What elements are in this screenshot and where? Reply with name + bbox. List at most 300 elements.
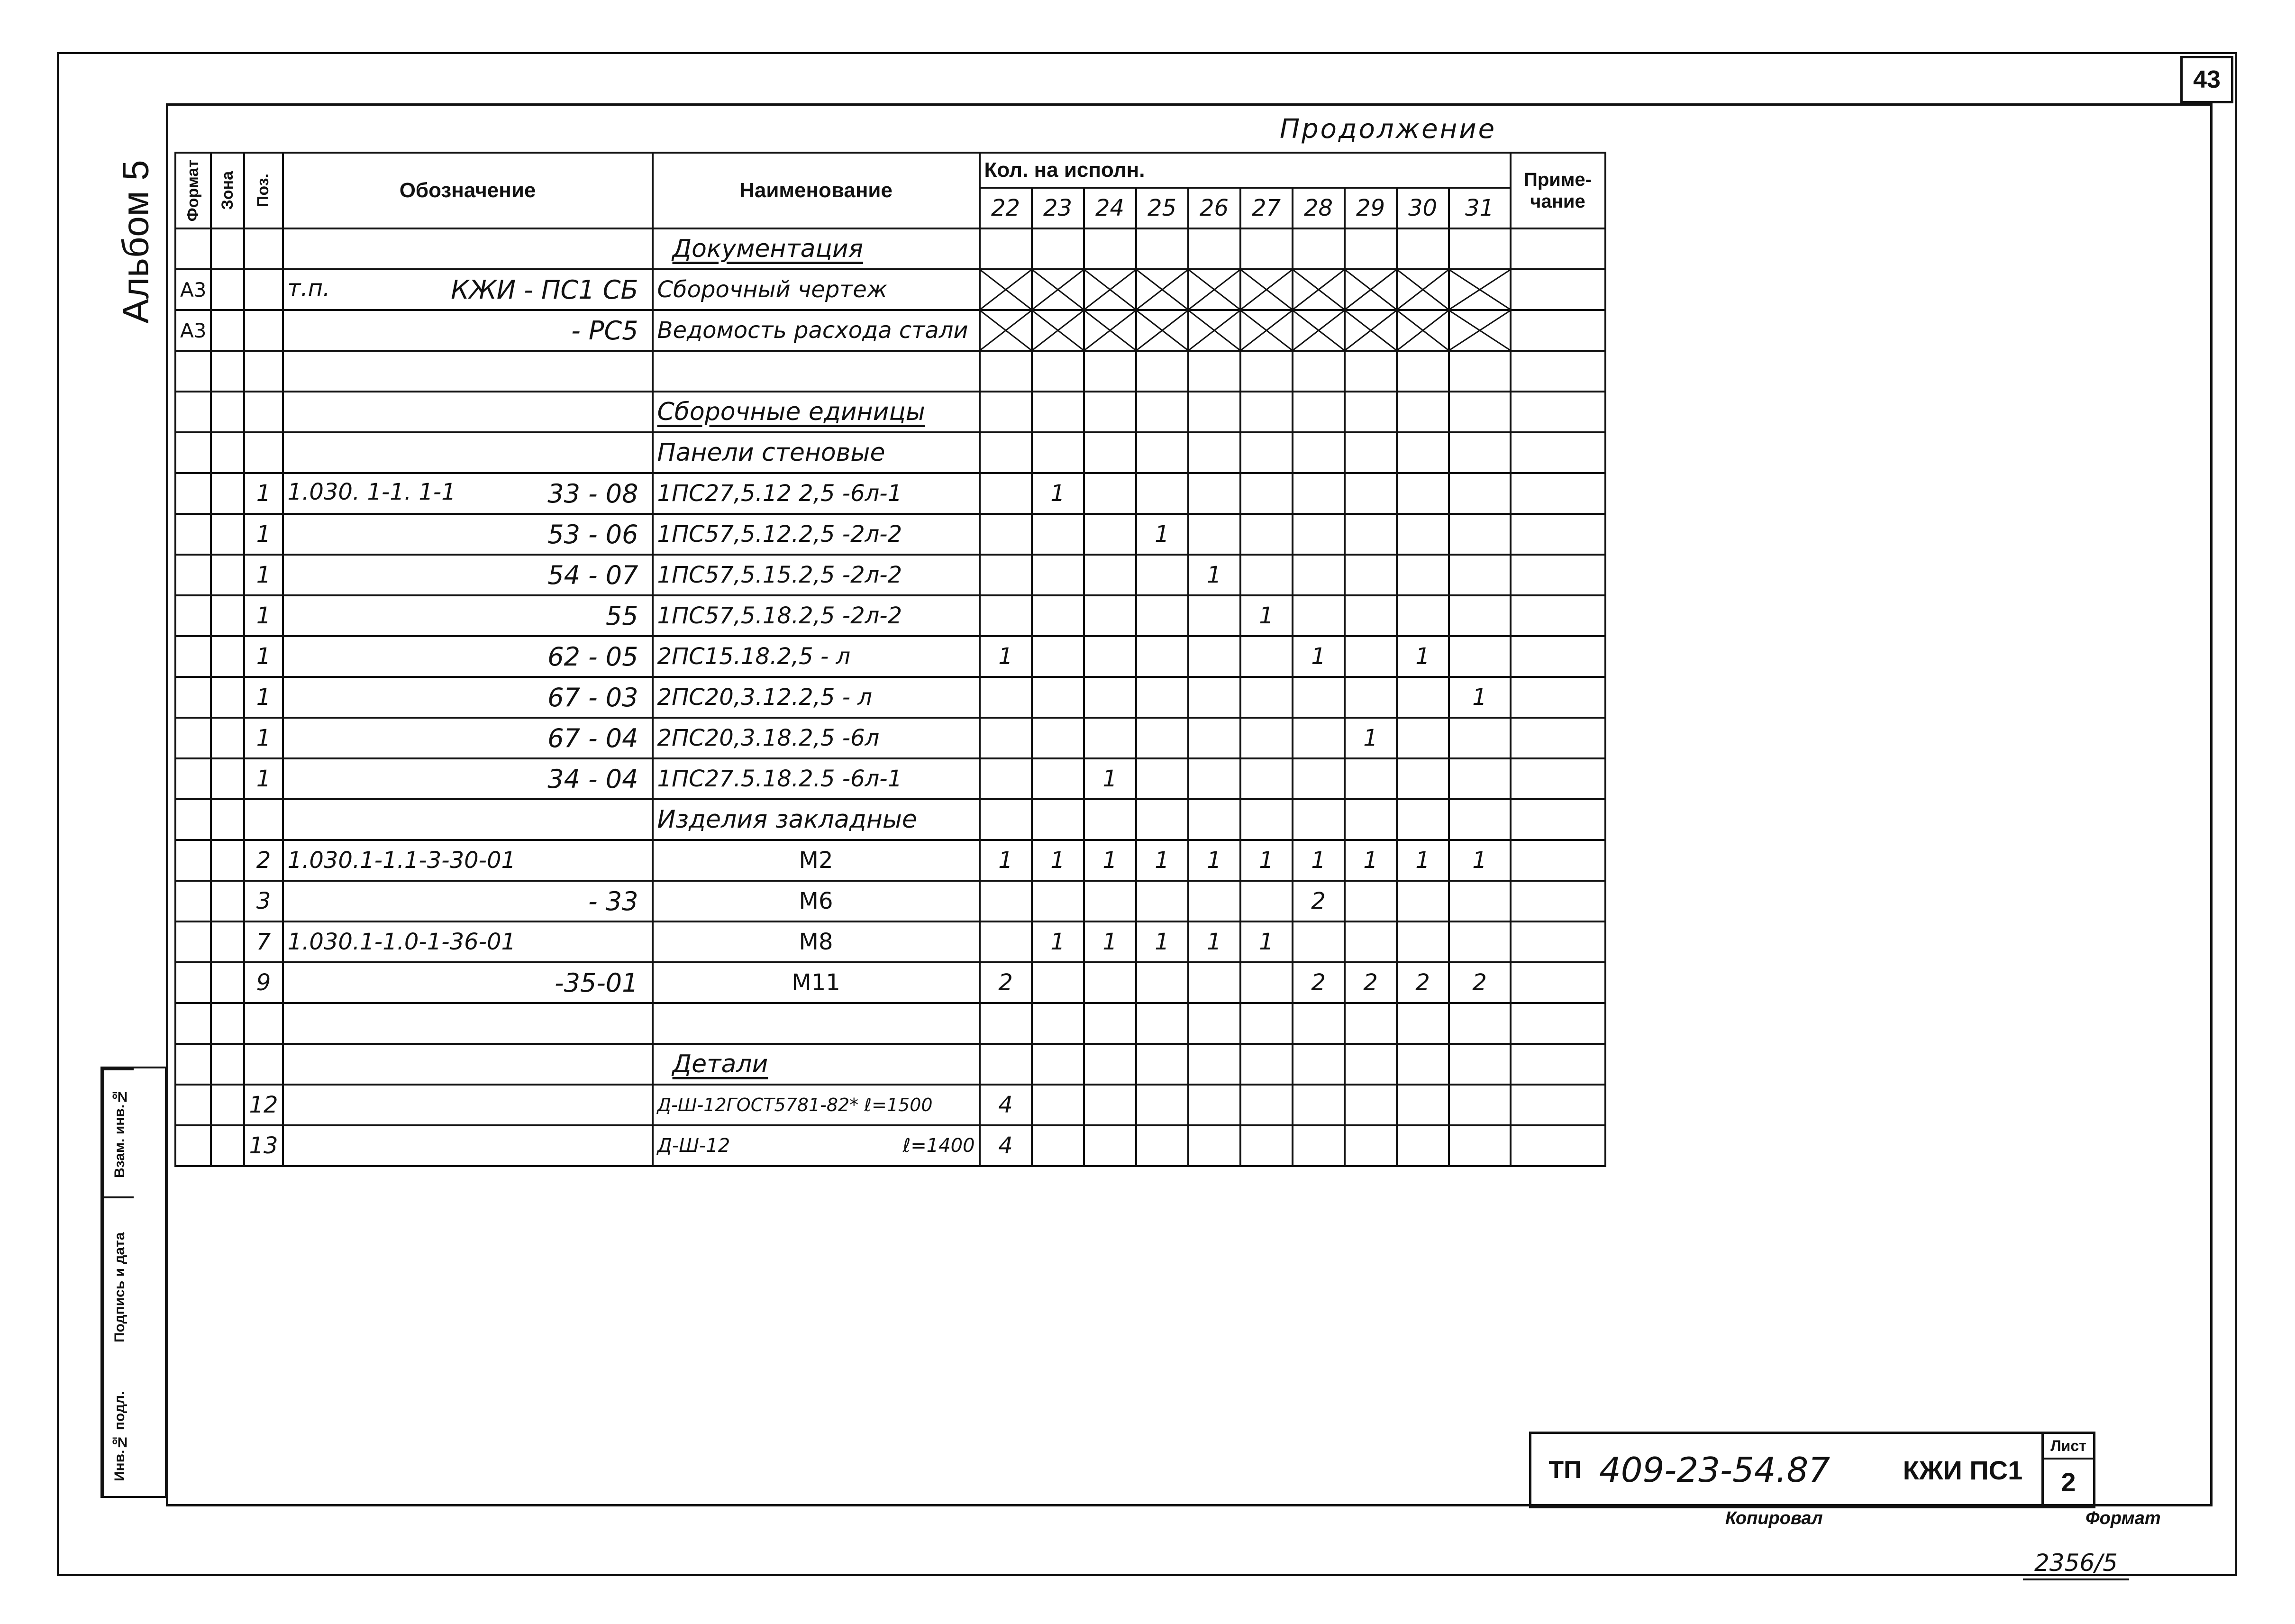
designation-prefix: 1.030. 1-1. 1-1 [287,478,456,505]
qty-cell-24 [1084,1125,1136,1166]
crossed-cell-28 [1293,269,1345,310]
zone-cell [211,310,244,351]
name-text: 1ПС27,5.12 2,5 -6л-1 [657,480,902,507]
qty-cell-27: 1 [1240,595,1293,636]
cross-mark [1137,270,1187,309]
qty-cell-29 [1345,473,1397,514]
qty-cell-25 [1136,595,1188,636]
qty-cell-30 [1397,718,1449,758]
qty-cell-24 [1084,1085,1136,1125]
corner-number-box [2180,56,2233,103]
qty-cell-26 [1188,1085,1240,1125]
pos-cell: 1 [244,677,282,718]
table-row [175,351,1605,392]
designation-cell [283,351,653,392]
qty-cell-26 [1188,758,1240,799]
strip-inv-orig: Инв.№ подл. [102,1377,134,1496]
qty-cell-22 [980,432,1032,473]
qty-cell-25 [1136,432,1188,473]
designation-cell [283,473,653,514]
qty-cell-31: 1 [1449,840,1511,881]
qty-cell-26 [1188,432,1240,473]
qty-cell-22 [980,1003,1032,1044]
qty-cell-22 [980,228,1032,269]
qty-cell-30 [1397,555,1449,595]
qty-cell-23 [1032,392,1084,432]
qty-cell-24 [1084,677,1136,718]
qty-cell-29 [1345,228,1397,269]
format-cell [175,758,211,799]
qty-cell-24 [1084,473,1136,514]
designation-cell [283,1044,653,1085]
format-cell [175,473,211,514]
designation-cell [283,555,653,595]
title-sheet-label: Лист [2044,1434,2093,1460]
note-cell [1511,595,1605,636]
qty-cell-25: 1 [1136,921,1188,962]
table-row [175,228,1605,269]
qty-cell-29: 1 [1345,718,1397,758]
note-cell [1511,473,1605,514]
qty-cell-22 [980,881,1032,921]
qty-cell-25 [1136,1003,1188,1044]
format-cell: А3 [175,269,211,310]
note-cell [1511,1125,1605,1166]
qty-cell-24 [1084,962,1136,1003]
format-cell [175,432,211,473]
table-row [175,718,1605,758]
note-cell [1511,269,1605,310]
qty-cell-26: 1 [1188,555,1240,595]
qty-cell-25 [1136,799,1188,840]
zone-cell [211,432,244,473]
qty-cell-23 [1032,351,1084,392]
qty-cell-30 [1397,677,1449,718]
qty-cell-31: 1 [1449,677,1511,718]
qty-cell-31 [1449,1003,1511,1044]
qty-cell-24 [1084,228,1136,269]
designation-cell [283,962,653,1003]
name-cell [653,718,980,758]
qty-cell-25 [1136,228,1188,269]
qty-cell-29: 2 [1345,962,1397,1003]
format-cell [175,1085,211,1125]
name-cell [653,269,980,310]
qty-cell-28 [1293,1085,1345,1125]
qty-cell-26 [1188,1044,1240,1085]
qty-cell-24 [1084,392,1136,432]
table-row [175,636,1605,677]
name-text: 2ПС15.18.2,5 - л [657,643,851,670]
note-cell [1511,881,1605,921]
strip-replaced-inv: Взам. инв.№ [102,1068,134,1196]
name-cell [653,228,980,269]
qty-cell-27 [1240,881,1293,921]
cross-mark [1085,270,1135,309]
qty-cell-30 [1397,881,1449,921]
name-text: 1ПС57,5.18.2,5 -2л-2 [657,602,902,629]
crossed-cell-29 [1345,269,1397,310]
qty-cell-24 [1084,351,1136,392]
note-cell [1511,1044,1605,1085]
qty-cell-26 [1188,351,1240,392]
cross-mark [1450,311,1510,350]
name-cell [653,595,980,636]
qty-cell-31 [1449,392,1511,432]
qty-cell-26 [1188,718,1240,758]
qty-cell-26 [1188,799,1240,840]
qty-cell-28 [1293,432,1345,473]
cross-mark [1189,270,1239,309]
header-zone: Зона [211,153,244,228]
table-row [175,677,1605,718]
qty-cell-22: 4 [980,1085,1032,1125]
note-cell [1511,310,1605,351]
format-cell [175,677,211,718]
qty-cell-29 [1345,555,1397,595]
qty-cell-28 [1293,677,1345,718]
qty-cell-31 [1449,595,1511,636]
name-text: 2ПС20,3.12.2,5 - л [657,684,872,711]
header-format: Формат [175,153,211,228]
note-cell [1511,840,1605,881]
name-cell [653,351,980,392]
qty-cell-27 [1240,962,1293,1003]
name-text: Детали [672,1050,768,1078]
qty-cell-22 [980,595,1032,636]
qty-cell-27 [1240,636,1293,677]
format-cell [175,636,211,677]
qty-cell-31 [1449,799,1511,840]
name-cell [653,636,980,677]
cross-mark [1085,311,1135,350]
qty-cell-24 [1084,881,1136,921]
table-row [175,799,1605,840]
qty-cell-28 [1293,555,1345,595]
continuation-label: Продолжение [1280,114,1497,145]
pos-cell: 1 [244,473,282,514]
qty-cell-30 [1397,799,1449,840]
format-cell [175,595,211,636]
format-cell [175,962,211,1003]
pos-cell: 7 [244,921,282,962]
qty-cell-27 [1240,758,1293,799]
name-cell [653,1085,980,1125]
pos-cell [244,228,282,269]
qty-cell-25 [1136,677,1188,718]
qty-cell-31 [1449,473,1511,514]
note-cell [1511,921,1605,962]
pos-cell: 1 [244,718,282,758]
qty-cell-31: 2 [1449,962,1511,1003]
zone-cell [211,351,244,392]
qty-cell-26 [1188,881,1240,921]
designation-cell [283,432,653,473]
qty-cell-28 [1293,392,1345,432]
qty-cell-25 [1136,1085,1188,1125]
qty-cell-29 [1345,636,1397,677]
designation-cell [283,1085,653,1125]
left-stamp-strip [100,1067,167,1498]
qty-cell-24 [1084,1044,1136,1085]
qty-cell-23 [1032,555,1084,595]
qty-cell-25 [1136,1125,1188,1166]
qty-cell-25: 1 [1136,840,1188,881]
qty-cell-30 [1397,758,1449,799]
qty-cell-29 [1345,1085,1397,1125]
qty-cell-23 [1032,1085,1084,1125]
qty-cell-26 [1188,514,1240,555]
variant-29: 29 [1345,188,1397,228]
cross-mark [1346,270,1396,309]
qty-cell-30 [1397,1044,1449,1085]
qty-cell-30 [1397,473,1449,514]
qty-cell-28: 1 [1293,840,1345,881]
name-cell [653,921,980,962]
qty-cell-25 [1136,758,1188,799]
format-cell [175,718,211,758]
qty-cell-28: 1 [1293,636,1345,677]
designation-prefix: т.п. [287,274,330,301]
qty-cell-27 [1240,432,1293,473]
name-cell [653,962,980,1003]
qty-cell-31 [1449,1044,1511,1085]
qty-cell-24 [1084,555,1136,595]
pos-cell [244,432,282,473]
designation-suffix: КЖИ - ПС1 СБ [451,274,638,305]
qty-cell-30 [1397,595,1449,636]
qty-cell-28 [1293,1125,1345,1166]
designation-prefix: 1.030.1-1.1-3-30-01 [287,847,516,874]
format-cell [175,799,211,840]
qty-cell-25 [1136,962,1188,1003]
zone-cell [211,1003,244,1044]
qty-cell-29 [1345,351,1397,392]
qty-cell-22 [980,555,1032,595]
crossed-cell-29 [1345,310,1397,351]
qty-cell-27 [1240,514,1293,555]
qty-cell-26 [1188,473,1240,514]
designation-cell [283,228,653,269]
pos-cell: 3 [244,881,282,921]
name-cell [653,881,980,921]
zone-cell [211,1085,244,1125]
crossed-cell-22 [980,310,1032,351]
name-text: Изделия закладные [657,805,917,834]
qty-cell-28 [1293,514,1345,555]
format-cell [175,1125,211,1166]
cross-mark [1241,270,1292,309]
qty-cell-30: 1 [1397,636,1449,677]
designation-suffix: 33 - 08 [547,478,638,509]
table-row [175,1003,1605,1044]
designation-suffix: - РС5 [571,315,638,346]
pos-cell [244,351,282,392]
table-row [175,758,1605,799]
header-row-1 [175,153,1605,188]
qty-cell-26 [1188,595,1240,636]
qty-cell-27 [1240,228,1293,269]
designation-suffix: - 33 [588,886,638,916]
qty-cell-27 [1240,351,1293,392]
qty-cell-29: 1 [1345,840,1397,881]
note-cell [1511,392,1605,432]
name-cell [653,840,980,881]
pos-cell: 9 [244,962,282,1003]
qty-cell-22: 1 [980,840,1032,881]
qty-cell-22 [980,799,1032,840]
title-sheet-number: 2 [2061,1467,2076,1497]
note-cell [1511,1003,1605,1044]
qty-cell-28 [1293,228,1345,269]
pos-cell: 12 [244,1085,282,1125]
qty-cell-23 [1032,636,1084,677]
designation-cell [283,758,653,799]
crossed-cell-24 [1084,269,1136,310]
qty-cell-24 [1084,718,1136,758]
qty-cell-22 [980,473,1032,514]
qty-cell-25 [1136,881,1188,921]
designation-cell [283,1125,653,1166]
qty-cell-30 [1397,1085,1449,1125]
zone-cell [211,718,244,758]
qty-cell-24: 1 [1084,921,1136,962]
name-cell [653,758,980,799]
qty-cell-29 [1345,799,1397,840]
zone-cell [211,881,244,921]
designation-suffix: 34 - 04 [547,764,638,794]
qty-cell-30 [1397,1003,1449,1044]
qty-cell-23 [1032,432,1084,473]
designation-cell [283,1003,653,1044]
name-cell [653,392,980,432]
qty-cell-29 [1345,921,1397,962]
qty-cell-23 [1032,1125,1084,1166]
table-row [175,595,1605,636]
note-cell [1511,228,1605,269]
table-row [175,555,1605,595]
corner-number: 43 [2193,66,2221,93]
qty-cell-27 [1240,473,1293,514]
name-text: Сборочный чертеж [657,276,888,303]
qty-cell-29 [1345,758,1397,799]
length-part: ℓ=1400 [902,1135,975,1157]
note-cell [1511,1085,1605,1125]
crossed-cell-31 [1449,310,1511,351]
zone-cell [211,921,244,962]
qty-cell-30 [1397,514,1449,555]
zone-cell [211,758,244,799]
qty-cell-27 [1240,718,1293,758]
qty-cell-26: 1 [1188,921,1240,962]
qty-cell-30 [1397,392,1449,432]
qty-cell-26 [1188,1003,1240,1044]
table-row [175,310,1605,351]
qty-cell-30 [1397,228,1449,269]
designation-cell [283,677,653,718]
pos-cell [244,392,282,432]
qty-cell-29 [1345,392,1397,432]
title-tp: ТП [1530,1433,1599,1507]
cross-mark [1033,311,1083,350]
zone-cell [211,555,244,595]
crossed-cell-23 [1032,310,1084,351]
qty-cell-28 [1293,921,1345,962]
qty-cell-29 [1345,1003,1397,1044]
variant-25: 25 [1136,188,1188,228]
zone-cell [211,840,244,881]
qty-cell-22: 1 [980,636,1032,677]
designation-cell [283,514,653,555]
qty-cell-24 [1084,595,1136,636]
qty-cell-24 [1084,799,1136,840]
qty-cell-28 [1293,758,1345,799]
qty-cell-31 [1449,1125,1511,1166]
qty-cell-22 [980,1044,1032,1085]
qty-cell-23 [1032,1003,1084,1044]
zone-cell [211,1044,244,1085]
specification-table [174,152,1606,1167]
name-cell [653,514,980,555]
name-text: М2 [799,847,833,874]
crossed-cell-30 [1397,310,1449,351]
crossed-cell-25 [1136,269,1188,310]
cross-mark [1450,270,1510,309]
qty-cell-26 [1188,228,1240,269]
name-cell [653,677,980,718]
pos-cell: 1 [244,514,282,555]
qty-cell-27 [1240,677,1293,718]
crossed-cell-25 [1136,310,1188,351]
qty-cell-23 [1032,677,1084,718]
strip-signature-date: Подпись и дата [102,1196,134,1377]
qty-cell-27 [1240,799,1293,840]
designation-suffix: 55 [605,601,638,631]
pos-cell [244,1044,282,1085]
name-cell [653,799,980,840]
qty-cell-28 [1293,351,1345,392]
qty-cell-29 [1345,514,1397,555]
qty-cell-27 [1240,1125,1293,1166]
header-qty-group: Кол. на исполн. [980,153,1511,188]
zone-cell [211,636,244,677]
table-row [175,1044,1605,1085]
qty-cell-23 [1032,881,1084,921]
qty-cell-24 [1084,432,1136,473]
qty-cell-23 [1032,1044,1084,1085]
format-cell [175,1003,211,1044]
qty-cell-23: 1 [1032,921,1084,962]
cross-mark [1398,311,1448,350]
table-row [175,392,1605,432]
name-text: Ведомость расхода стали [657,317,968,344]
cross-mark [1293,270,1344,309]
zone-cell [211,962,244,1003]
table-row [175,881,1605,921]
qty-cell-24: 1 [1084,758,1136,799]
qty-cell-30 [1397,921,1449,962]
format-cell [175,881,211,921]
qty-cell-22 [980,718,1032,758]
qty-cell-26 [1188,962,1240,1003]
pos-cell [244,1003,282,1044]
variant-23: 23 [1032,188,1084,228]
table-row [175,840,1605,881]
format-cell [175,228,211,269]
zone-cell [211,595,244,636]
qty-cell-28 [1293,595,1345,636]
header-designation: Обозначение [283,153,653,228]
